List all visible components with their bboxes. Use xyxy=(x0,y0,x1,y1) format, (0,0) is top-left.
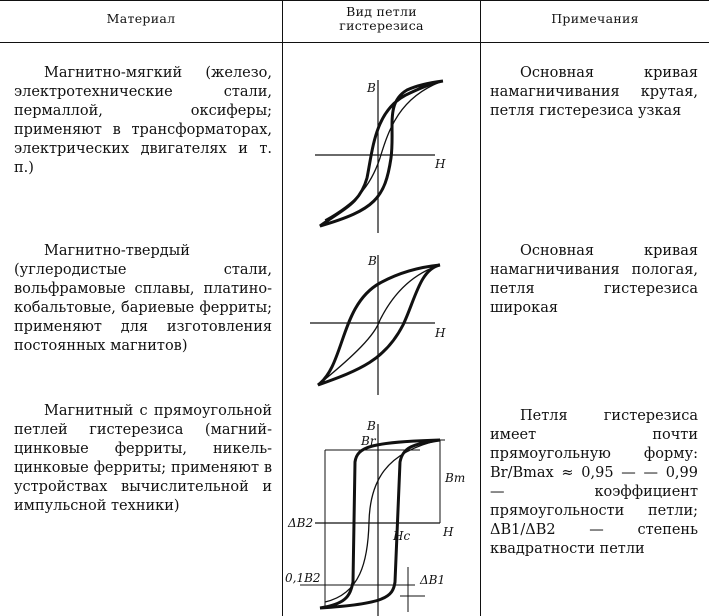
header-bottom-border xyxy=(0,42,709,43)
header-loop-line2: гистерезиса xyxy=(339,18,424,33)
row3-label-db2: ΔB2 xyxy=(288,516,314,530)
row3-label-01b2: 0,1B2 xyxy=(285,571,321,585)
column-divider-2 xyxy=(480,0,481,616)
column-divider-1 xyxy=(282,0,283,616)
row3-axis-b: B xyxy=(367,419,376,433)
row1-axis-h: H xyxy=(435,157,446,171)
row3-label-hc: Hc xyxy=(393,529,411,543)
header-loop-line1: Вид петли xyxy=(346,4,417,19)
row3-label-bm: Bm xyxy=(445,471,466,485)
row1-hysteresis-loop xyxy=(285,68,475,238)
row2-note: Основная кривая намагничивания пологая, петля гистерезиса широкая xyxy=(490,243,698,316)
row3-label-db1: ΔB1 xyxy=(420,573,446,587)
header-loop xyxy=(283,5,480,33)
row2-axis-b: B xyxy=(368,254,377,268)
row2-axis-h: H xyxy=(435,326,446,340)
row1-note: Основная кривая намагничивания крутая, петля гистерезиса узкая xyxy=(490,65,698,119)
row1-material: Магнитно-мягкий (железо, электротехнические стали, пермаллой, оксиферы; применяют в трансформаторах, электрических двигателях и т. п.) xyxy=(14,65,272,176)
row1-axis-b: B xyxy=(367,81,376,95)
row3-hysteresis-loop xyxy=(285,412,475,616)
row3-material: Магнитный с прямоугольной петлей гистерезиса (магний-цинковые ферриты, никель-цинковые ферриты; применяют в устройствах вычислительной и импульсной техники) xyxy=(14,403,272,514)
row3-note: Петля гистерезиса имеет почти прямоугольную форму: Br/Bmax ≈ 0,95 — — 0,99 — коэффициент прямоугольности петли; ΔB1/ΔB2 — степень квадратности петли xyxy=(490,408,698,557)
row2-hysteresis-loop xyxy=(285,245,475,395)
row3-axis-h: H xyxy=(443,525,454,539)
row3-label-br: Br xyxy=(361,434,376,448)
row2-material: Магнитно-твердый (углеродистые стали, вольфрамовые сплавы, платино-кобальтовые, бариевые ферриты; применяют для изготовления постоянных магнитов) xyxy=(14,243,272,354)
header-material: Материал xyxy=(106,11,176,26)
header-notes: Примечания xyxy=(551,11,639,26)
table-top-border xyxy=(0,0,709,1)
